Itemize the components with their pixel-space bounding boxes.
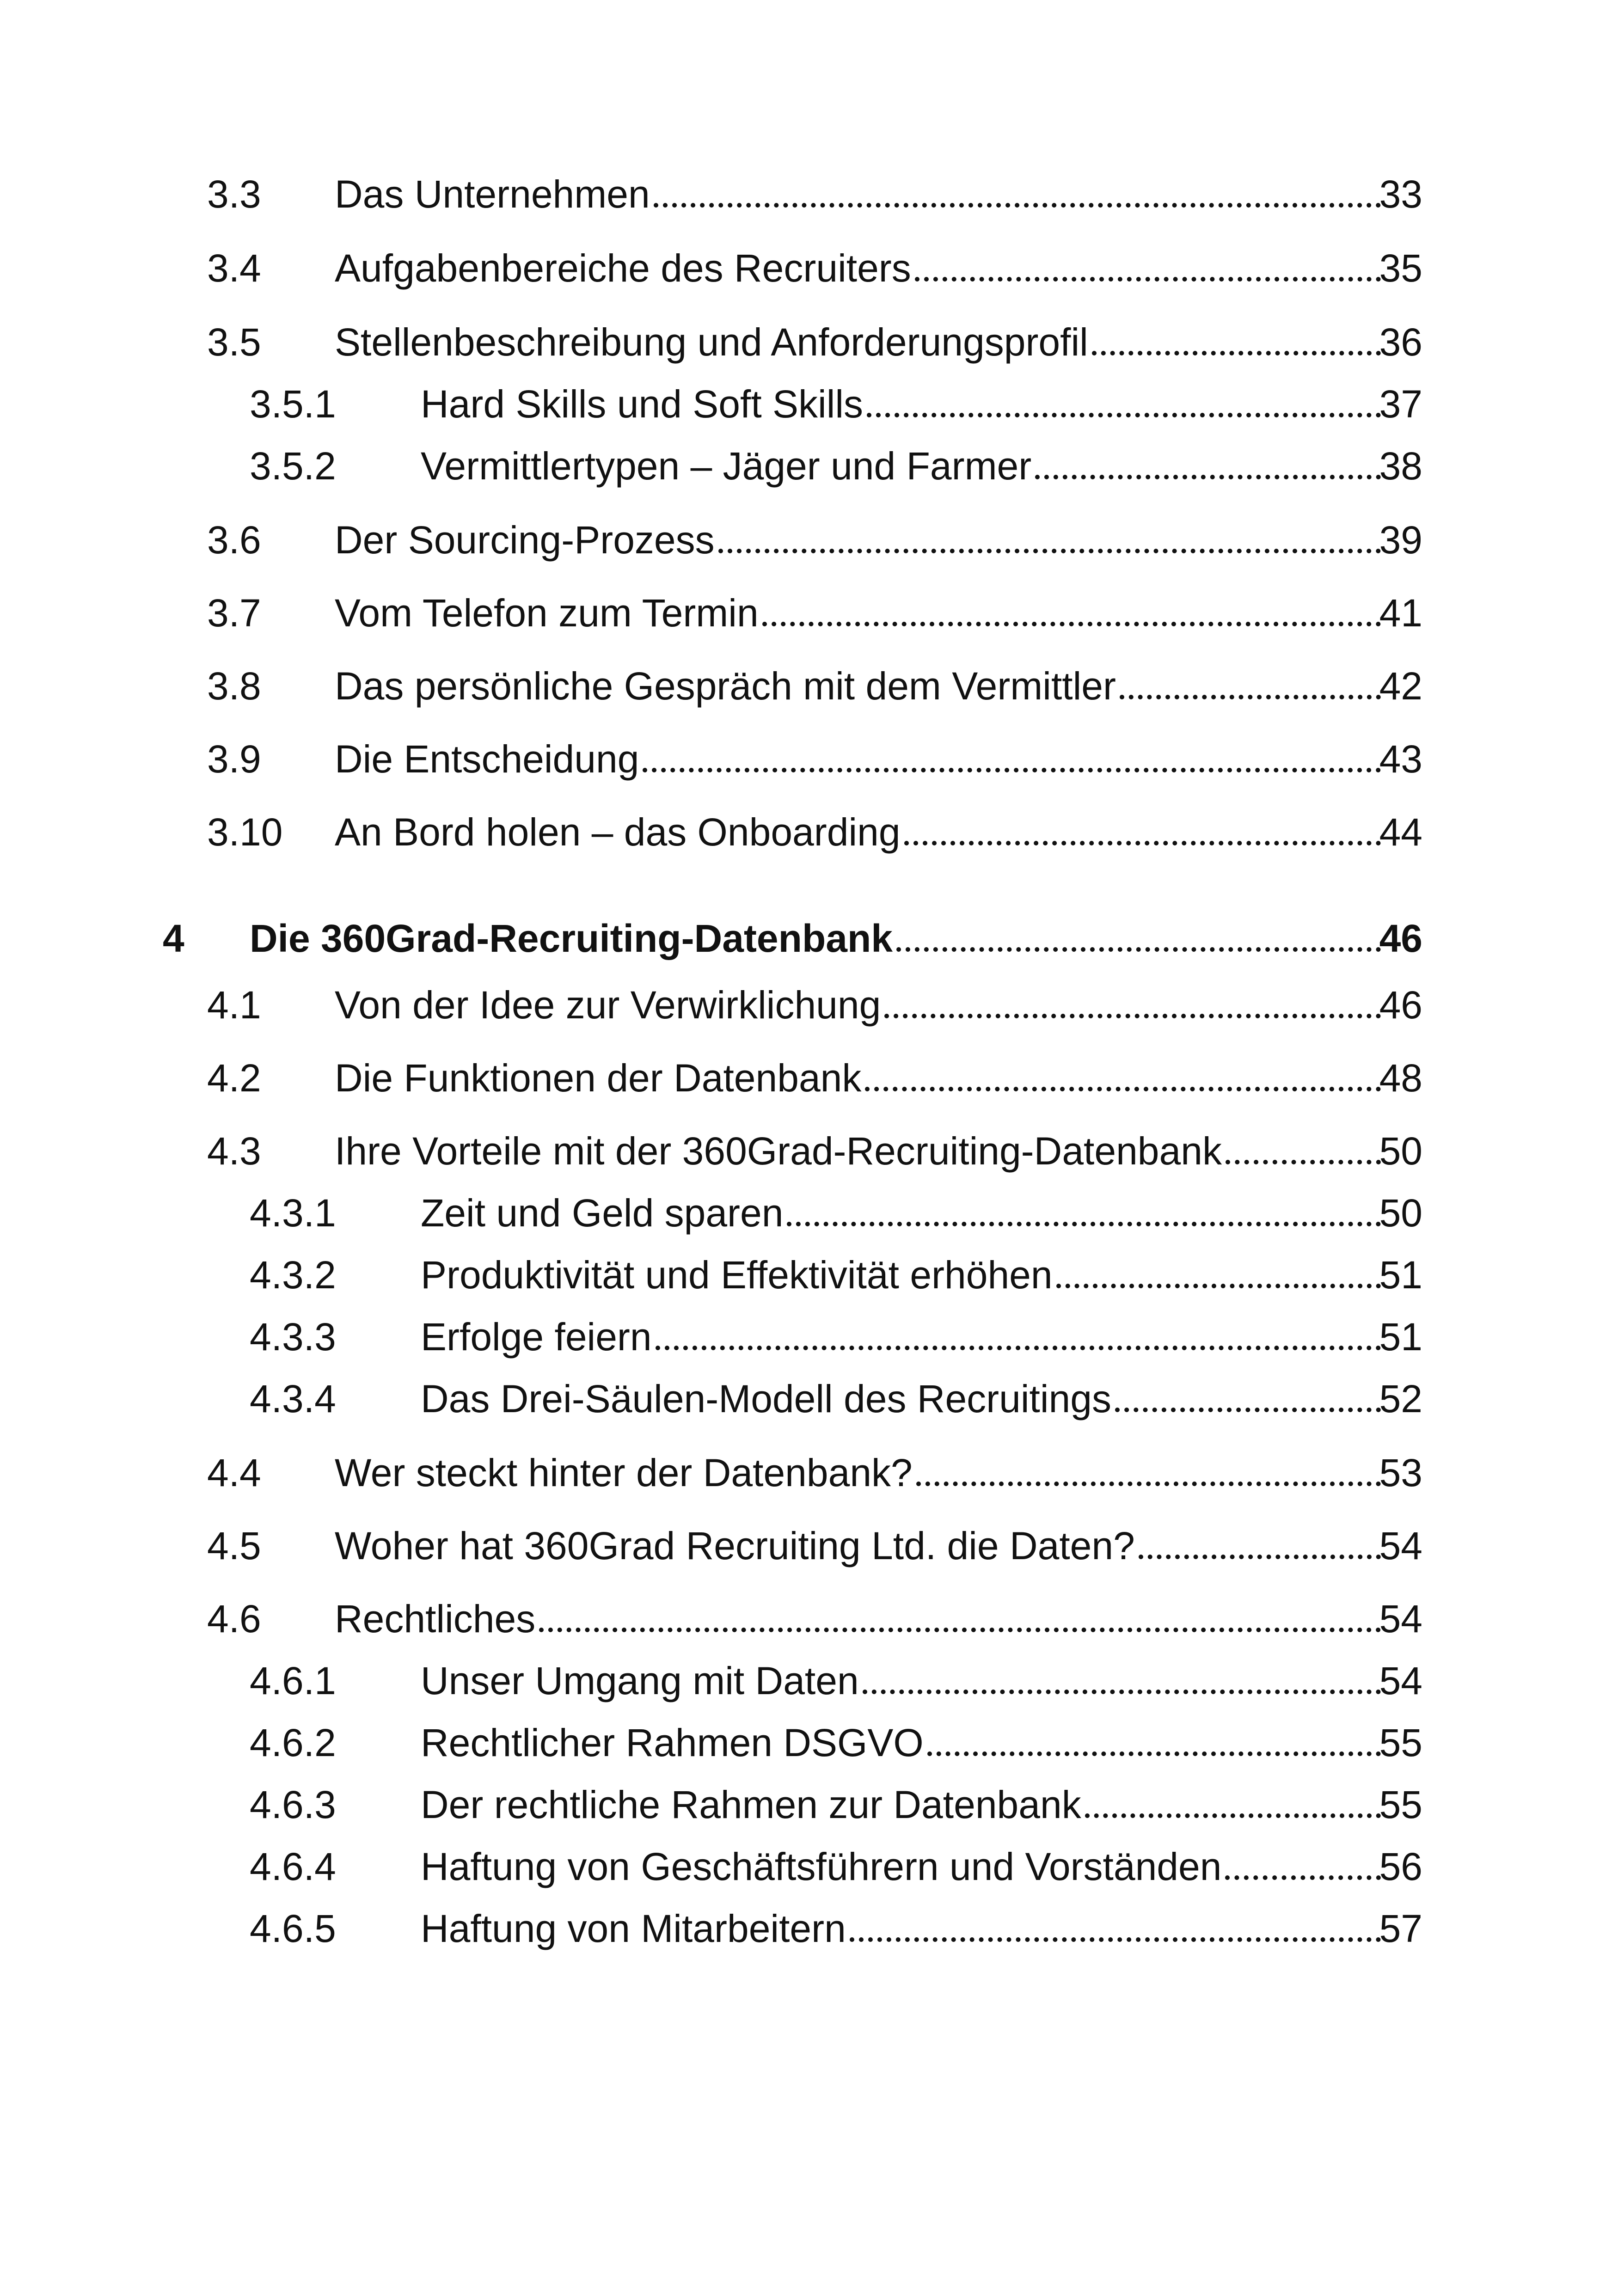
toc-page-number: 46: [1379, 917, 1422, 960]
dot-leader: [1115, 1408, 1381, 1412]
toc-entry-4-6-1[interactable]: [0, 1653, 1618, 1708]
toc-number: 4.1: [207, 983, 261, 1027]
toc-entry-4-3-4[interactable]: [0, 1371, 1618, 1427]
dot-leader: [927, 1751, 1381, 1756]
toc-number: 3.5.2: [250, 444, 336, 488]
toc-entry-3-5-2[interactable]: [0, 438, 1618, 494]
toc-title: An Bord holen – das Onboarding: [335, 810, 901, 854]
toc-entry-4-4[interactable]: [0, 1445, 1618, 1500]
toc-title: Das persönliche Gespräch mit dem Vermittler: [335, 664, 1116, 708]
toc-page-number: 43: [1379, 737, 1422, 781]
toc-entry-3-5-1[interactable]: [0, 376, 1618, 432]
toc-entry-4-6-4[interactable]: [0, 1839, 1618, 1894]
toc-number: 4: [163, 917, 184, 960]
toc-page-number: 55: [1379, 1721, 1422, 1764]
toc-number: 3.3: [207, 172, 261, 216]
toc-page-number: 54: [1379, 1597, 1422, 1641]
toc-number: 4.5: [207, 1524, 261, 1567]
dot-leader: [718, 549, 1381, 553]
dot-leader: [762, 622, 1381, 626]
toc-title: Das Drei-Säulen-Modell des Recruitings: [421, 1377, 1111, 1420]
toc-number: 3.5: [207, 320, 261, 364]
dot-leader: [1120, 695, 1381, 699]
toc-page-number: 41: [1379, 591, 1422, 635]
toc-page-number: 56: [1379, 1845, 1422, 1888]
toc-page-number: 35: [1379, 246, 1422, 290]
toc-number: 4.3.4: [250, 1377, 336, 1420]
toc-entry-4-6-3[interactable]: [0, 1777, 1618, 1832]
dot-leader: [1056, 1284, 1381, 1288]
toc-entry-3-6[interactable]: [0, 512, 1618, 568]
toc-title: Vermittlertypen – Jäger und Farmer: [421, 444, 1032, 488]
toc-title: Der rechtliche Rahmen zur Datenbank: [421, 1783, 1081, 1826]
toc-entry-3-3[interactable]: [0, 166, 1618, 222]
toc-page-number: 37: [1379, 382, 1422, 426]
toc-entry-4-3-2[interactable]: [0, 1247, 1618, 1303]
toc-number: 4.6: [207, 1597, 261, 1641]
toc-number: 3.4: [207, 246, 261, 290]
toc-page-number: 50: [1379, 1191, 1422, 1235]
toc-title: Produktivität und Effektivität erhöhen: [421, 1253, 1053, 1297]
dot-leader: [1225, 1875, 1381, 1880]
toc-title: Wer steckt hinter der Datenbank?: [335, 1451, 913, 1494]
toc-number: 4.6.5: [250, 1907, 336, 1950]
toc-number: 3.6: [207, 518, 261, 562]
toc-title: Die Entscheidung: [335, 737, 639, 781]
toc-page-number: 44: [1379, 810, 1422, 854]
toc-title: Aufgabenbereiche des Recruiters: [335, 246, 911, 290]
toc-entry-4-3-3[interactable]: [0, 1309, 1618, 1365]
toc-page-number: 51: [1379, 1315, 1422, 1359]
toc-title: Die 360Grad-Recruiting-Datenbank: [250, 917, 893, 960]
toc-page-number: 33: [1379, 172, 1422, 216]
toc-title: Rechtlicher Rahmen DSGVO: [421, 1721, 924, 1764]
toc-number: 4.6.3: [250, 1783, 336, 1826]
toc-title: Ihre Vorteile mit der 360Grad-Recruiting-Datenbank: [335, 1129, 1222, 1173]
toc-page-number: 54: [1379, 1659, 1422, 1702]
dot-leader: [787, 1222, 1381, 1226]
toc-entry-4-1[interactable]: [0, 977, 1618, 1033]
toc-number: 3.10: [207, 810, 283, 854]
toc-number: 4.6.2: [250, 1721, 336, 1764]
toc-entry-4-6-2[interactable]: [0, 1715, 1618, 1770]
toc-title: Haftung von Mitarbeitern: [421, 1907, 846, 1950]
toc-number: 4.3.1: [250, 1191, 336, 1235]
toc-page-number: 39: [1379, 518, 1422, 562]
dot-leader: [539, 1628, 1381, 1632]
toc-page-number: 52: [1379, 1377, 1422, 1420]
toc-page-number: 36: [1379, 320, 1422, 364]
dot-leader: [1035, 475, 1381, 479]
toc-title: Hard Skills und Soft Skills: [421, 382, 864, 426]
toc-page-number: 53: [1379, 1451, 1422, 1494]
toc-page-number: 55: [1379, 1783, 1422, 1826]
dot-leader: [1092, 351, 1381, 355]
toc-page-number: 54: [1379, 1524, 1422, 1567]
toc-entry-3-10[interactable]: [0, 804, 1618, 860]
toc-title: Vom Telefon zum Termin: [335, 591, 759, 635]
toc-number: 3.8: [207, 664, 261, 708]
toc-title: Unser Umgang mit Daten: [421, 1659, 859, 1702]
toc-page-number: 51: [1379, 1253, 1422, 1297]
toc-number: 3.9: [207, 737, 261, 781]
toc-number: 4.3.2: [250, 1253, 336, 1297]
dot-leader: [915, 277, 1381, 282]
dot-leader: [865, 1087, 1381, 1091]
toc-page-number: 50: [1379, 1129, 1422, 1173]
toc-number: 4.3: [207, 1129, 261, 1173]
toc-number: 4.3.3: [250, 1315, 336, 1359]
dot-leader: [904, 841, 1381, 845]
toc-number: 3.7: [207, 591, 261, 635]
toc-number: 4.6.4: [250, 1845, 336, 1888]
toc-entry-4-3[interactable]: [0, 1123, 1618, 1179]
toc-entry-3-8[interactable]: [0, 658, 1618, 714]
toc-title: Das Unternehmen: [335, 172, 650, 216]
toc-entry-4-5[interactable]: [0, 1518, 1618, 1574]
toc-entry-3-4[interactable]: [0, 240, 1618, 296]
toc-number: 4.4: [207, 1451, 261, 1494]
dot-leader: [1085, 1813, 1381, 1818]
toc-entry-3-7[interactable]: [0, 585, 1618, 641]
toc-entry-4-3-1[interactable]: [0, 1185, 1618, 1241]
dot-leader: [656, 1346, 1381, 1350]
dot-leader: [884, 1014, 1381, 1018]
toc-number: 4.6.1: [250, 1659, 336, 1702]
dot-leader: [1139, 1555, 1381, 1559]
dot-leader: [1226, 1160, 1381, 1164]
toc-number: 4.2: [207, 1056, 261, 1100]
toc-title: Haftung von Geschäftsführern und Vorständen: [421, 1845, 1222, 1888]
toc-page-number: 38: [1379, 444, 1422, 488]
toc-page-number: 46: [1379, 983, 1422, 1027]
toc-title: Zeit und Geld sparen: [421, 1191, 784, 1235]
toc-title: Woher hat 360Grad Recruiting Ltd. die Daten?: [335, 1524, 1135, 1567]
toc-entry-chapter-4[interactable]: [0, 911, 1618, 966]
toc-page-number: 42: [1379, 664, 1422, 708]
dot-leader: [896, 947, 1381, 952]
toc-title: Die Funktionen der Datenbank: [335, 1056, 862, 1100]
toc-entry-3-9[interactable]: [0, 731, 1618, 787]
dot-leader: [863, 1690, 1381, 1694]
toc-title: Von der Idee zur Verwirklichung: [335, 983, 881, 1027]
toc-entry-4-6-5[interactable]: [0, 1901, 1618, 1956]
dot-leader: [916, 1482, 1381, 1486]
toc-title: Rechtliches: [335, 1597, 536, 1641]
toc-page-number: 57: [1379, 1907, 1422, 1950]
toc-entry-4-6[interactable]: [0, 1591, 1618, 1647]
toc-entry-4-2[interactable]: [0, 1050, 1618, 1106]
toc-title: Der Sourcing-Prozess: [335, 518, 715, 562]
toc-title: Stellenbeschreibung und Anforderungsprofil: [335, 320, 1088, 364]
toc-number: 3.5.1: [250, 382, 336, 426]
dot-leader: [654, 203, 1381, 208]
dot-leader: [850, 1937, 1381, 1942]
dot-leader: [867, 413, 1381, 417]
toc-entry-3-5[interactable]: [0, 314, 1618, 370]
toc-page-number: 48: [1379, 1056, 1422, 1100]
toc-title: Erfolge feiern: [421, 1315, 652, 1359]
dot-leader: [643, 768, 1381, 772]
